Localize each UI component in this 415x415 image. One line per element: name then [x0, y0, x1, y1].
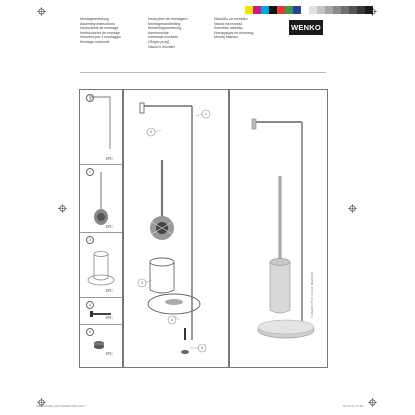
language-column-1 — [80, 17, 142, 45]
part-quantity: 1PC — [105, 351, 113, 356]
language-line: Assembly instructions — [80, 21, 115, 26]
toilet-brush-icon — [90, 170, 112, 228]
footer-file-name: WENKO-MA_WC-GARNITUR.indd 1 — [36, 404, 86, 408]
part-quantity: 1PC — [105, 315, 113, 320]
language-line: Instrucciones de montaje — [80, 30, 120, 35]
language-line: Οδηγία ροτήζ — [148, 39, 170, 44]
part-number: 5 — [86, 328, 94, 336]
side-code: © WENKO 07/21 / 21422_MA200308 — [310, 271, 314, 318]
color-swatch — [285, 6, 293, 14]
language-line: Montage-instructie — [80, 39, 110, 44]
language-line: Szerelési utasítás — [214, 26, 243, 31]
part-quantity: 1PC — [105, 224, 113, 229]
color-swatch — [325, 6, 333, 14]
color-swatch — [277, 6, 285, 14]
language-line: Monteringsanvisning — [148, 26, 181, 31]
color-swatch — [333, 6, 341, 14]
language-line: Návod na montáž — [214, 21, 243, 26]
footer-timestamp: 07.07.21 17:48 — [343, 404, 364, 408]
color-swatch — [293, 6, 301, 14]
assembled-stand-illustration — [230, 90, 327, 367]
color-swatch — [261, 6, 269, 14]
part-number: 1 — [86, 94, 94, 102]
assembled-product-panel — [229, 89, 328, 368]
language-column-3 — [214, 17, 276, 40]
part-divider — [80, 232, 122, 233]
part-number: 2 — [86, 168, 94, 176]
part-quantity: 1PC — [105, 156, 113, 161]
language-line: Navodilo za montažo — [214, 17, 248, 21]
color-swatch — [245, 6, 253, 14]
color-swatch — [301, 6, 309, 14]
parts-list-panel — [79, 89, 123, 368]
callout-number: 1 — [204, 111, 208, 116]
registration-mark-icon — [58, 204, 67, 213]
callout-number: 2 — [149, 129, 153, 134]
color-swatch — [365, 6, 373, 14]
language-line: Istruzioni per il montaggio — [80, 35, 121, 40]
color-swatch — [309, 6, 317, 14]
part-quantity: 1PC — [105, 288, 113, 293]
part-divider — [80, 324, 122, 325]
wenko-logo: WENKO — [289, 20, 323, 35]
assembly-diagram — [124, 90, 228, 367]
callout-number: 3 — [140, 280, 144, 285]
part-number: 4 — [86, 301, 94, 309]
wall-plug-icon — [93, 340, 105, 350]
color-swatch — [341, 6, 349, 14]
registration-mark-icon — [37, 7, 46, 16]
language-column-2 — [148, 17, 210, 49]
registration-mark-icon — [368, 398, 377, 407]
color-swatch — [269, 6, 277, 14]
header-divider — [80, 72, 326, 73]
assembly-step-panel — [123, 89, 229, 368]
language-line: Montagehandleiding — [148, 21, 181, 26]
part-divider — [80, 164, 122, 165]
language-line: Инструкция по монтажу — [214, 30, 254, 35]
language-line: Instruções de montagem — [148, 17, 188, 21]
part-divider — [80, 297, 122, 298]
registration-mark-icon — [348, 204, 357, 213]
callout-number: 5 — [200, 345, 204, 350]
language-line: Montageanleitung — [80, 17, 109, 21]
language-line: Asennusohje — [148, 30, 169, 35]
brush-holder-icon — [86, 248, 116, 288]
language-line: Návod k montáži — [148, 44, 175, 49]
language-line: Instructions de montage — [80, 26, 119, 31]
callout-number: 4 — [170, 317, 174, 322]
language-line: Montaj bilansıs — [214, 35, 238, 40]
color-swatch — [253, 6, 261, 14]
part-number: 3 — [86, 236, 94, 244]
toilet-stand-icon — [88, 94, 116, 152]
color-swatch — [317, 6, 325, 14]
color-swatch — [357, 6, 365, 14]
language-line: Instrukcja montażu — [148, 35, 179, 40]
color-swatch — [349, 6, 357, 14]
